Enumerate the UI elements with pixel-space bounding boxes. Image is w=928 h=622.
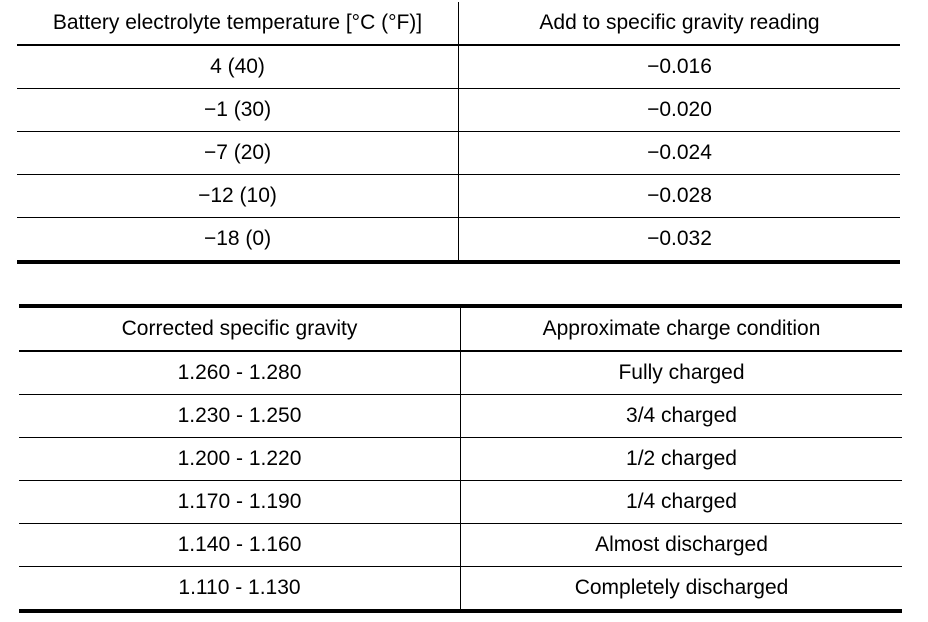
temperature-correction-table bbox=[17, 2, 900, 264]
column-header-temperature: Battery electrolyte temperature [°C (°F)] bbox=[17, 2, 459, 45]
gravity-range-cell: 1.200 - 1.220 bbox=[19, 438, 461, 481]
charge-condition-cell: 3/4 charged bbox=[461, 395, 903, 438]
adjustment-cell: −0.032 bbox=[459, 218, 901, 263]
charge-condition-cell: Almost discharged bbox=[461, 524, 903, 567]
charge-condition-cell: Fully charged bbox=[618, 361, 745, 384]
column-header-corrected-gravity: Corrected specific gravity bbox=[19, 306, 461, 351]
table-row bbox=[19, 481, 902, 524]
temperature-cell: −12 (10) bbox=[17, 175, 459, 218]
temperature-cell: 4 (40) bbox=[17, 45, 459, 89]
table-row bbox=[19, 351, 902, 395]
table-row bbox=[17, 45, 900, 89]
temperature-cell: −18 (0) bbox=[17, 218, 459, 263]
charge-condition-cell: 1/4 charged bbox=[461, 481, 903, 524]
adjustment-cell: −0.016 bbox=[647, 55, 712, 78]
table-row bbox=[19, 567, 902, 612]
gravity-range-cell: 1.170 - 1.190 bbox=[19, 481, 461, 524]
table-row bbox=[17, 218, 900, 263]
adjustment-cell: −0.028 bbox=[459, 175, 901, 218]
temperature-cell: −7 (20) bbox=[17, 132, 459, 175]
gravity-range-cell: 1.110 - 1.130 bbox=[19, 567, 461, 612]
charge-condition-cell: Completely discharged bbox=[461, 567, 903, 612]
table-row bbox=[17, 175, 900, 218]
gravity-range-cell: 1.260 - 1.280 bbox=[19, 351, 461, 395]
column-header-gravity-adjustment: Add to specific gravity reading bbox=[459, 2, 901, 45]
charge-condition-table bbox=[19, 304, 902, 613]
table-row bbox=[19, 524, 902, 567]
column-header-charge-condition: Approximate charge condition bbox=[461, 306, 903, 351]
table-header-row bbox=[17, 2, 900, 45]
table-row bbox=[19, 438, 902, 481]
charge-condition-cell: 1/2 charged bbox=[461, 438, 903, 481]
adjustment-cell: −0.024 bbox=[459, 132, 901, 175]
table-row bbox=[19, 395, 902, 438]
temperature-cell: −1 (30) bbox=[17, 89, 459, 132]
table-row bbox=[17, 132, 900, 175]
table-header-row bbox=[19, 306, 902, 351]
table-row bbox=[17, 89, 900, 132]
gravity-range-cell: 1.230 - 1.250 bbox=[19, 395, 461, 438]
adjustment-cell: −0.020 bbox=[459, 89, 901, 132]
gravity-range-cell: 1.140 - 1.160 bbox=[19, 524, 461, 567]
